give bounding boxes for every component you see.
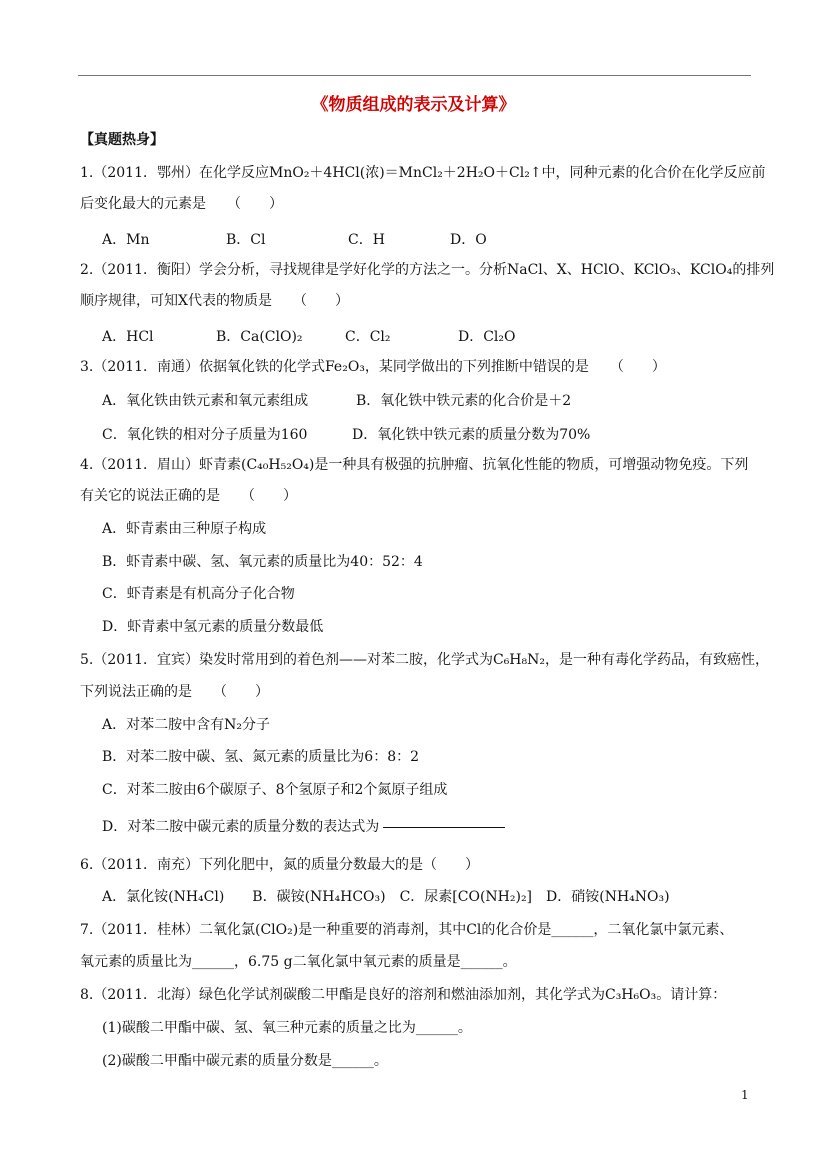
q4-line1: 4.（2011．眉山）虾青素(C₄₀H₅₂O₄)是一种具有极强的抗肿瘤、抗氧化性能的物质，可增强动物免疫。下列 <box>80 457 749 473</box>
q2-option-c: C．Cl₂ <box>345 329 391 345</box>
q5-line1: 5.（2011．宜宾）染发时常用到的着色剂——对苯二胺，化学式为C₆H₈N₂，是一种有毒化学药品，有致癌性， <box>80 652 769 668</box>
q2-option-a: A．HCl <box>102 329 154 345</box>
q1-option-c: C．H <box>348 232 385 248</box>
q4-option-b: B．虾青素中碳、氢、氧元素的质量比为40：52：4 <box>102 554 423 570</box>
q5-option-d-text: D．对苯二胺中碳元素的质量分数的表达式为 <box>102 819 380 835</box>
q6-line1: 6.（2011．南充）下列化肥中，氮的质量分数最大的是（ ） <box>80 857 479 873</box>
q1-line2: 后变化最大的元素是 （ ） <box>80 196 283 212</box>
q3-option-b: B．氧化铁中铁元素的化合价是＋2 <box>356 393 572 409</box>
page-number: 1 <box>741 1088 749 1102</box>
answer-blank-line <box>383 827 505 828</box>
q3-line1: 3.（2011．南通）依据氧化铁的化学式Fe₂O₃，某同学做出的下列推断中错误的是 （ ） <box>80 359 666 375</box>
page-title: 《物质组成的表示及计算》 <box>311 95 516 115</box>
q4-option-c: C．虾青素是有机高分子化合物 <box>102 586 295 602</box>
q2-line1: 2.（2011．衡阳）学会分析，寻找规律是学好化学的方法之一。分析NaCl、X、HClO、KClO₃、KClO₄的排列 <box>80 262 775 278</box>
q2-line2: 顺序规律，可知X代表的物质是 （ ） <box>80 293 349 309</box>
q4-option-d: D．虾青素中氢元素的质量分数最低 <box>102 619 324 635</box>
q4-line2: 有关它的说法正确的是 （ ） <box>80 488 297 504</box>
q6-options: A．氯化铵(NH₄Cl) B．碳铵(NH₄HCO₃) C．尿素[CO(NH₂)₂] D．硝铵(NH₄NO₃) <box>102 889 670 905</box>
q5-option-d <box>102 818 505 836</box>
q8-sub1: (1)碳酸二甲酯中碳、氢、氧三种元素的质量之比为______。 <box>102 1020 472 1036</box>
q7-line1: 7.（2011．桂林）二氧化氯(ClO₂)是一种重要的消毒剂，其中Cl的化合价是______，二氧化氯中氯元素、 <box>80 922 734 938</box>
q3-option-a: A．氧化铁由铁元素和氧元素组成 <box>102 393 309 409</box>
q3-option-d: D．氧化铁中铁元素的质量分数为70% <box>352 427 591 443</box>
q3-option-c: C．氧化铁的相对分子质量为160 <box>102 427 308 443</box>
q1-option-d: D．O <box>450 232 487 248</box>
q2-option-b: B．Ca(ClO)₂ <box>216 329 303 345</box>
q8-sub2: (2)碳酸二甲酯中碳元素的质量分数是______。 <box>102 1053 388 1069</box>
q5-option-c: C．对苯二胺由6个碳原子、8个氢原子和2个氮原子组成 <box>102 782 448 798</box>
q5-option-b: B．对苯二胺中碳、氢、氮元素的质量比为6：8：2 <box>102 749 420 765</box>
q2-option-d: D．Cl₂O <box>458 329 516 345</box>
q1-line1: 1.（2011．鄂州）在化学反应MnO₂＋4HCl(浓)＝MnCl₂＋2H₂O＋Cl₂↑中，同种元素的化合价在化学反应前 <box>80 165 766 181</box>
q8-line1: 8.（2011．北海）绿色化学试剂碳酸二甲酯是良好的溶剂和燃油添加剂，其化学式为C₃H₆O₃。请计算： <box>80 987 727 1003</box>
section-heading: 【真题热身】 <box>80 132 164 148</box>
q4-option-a: A．虾青素由三种原子构成 <box>102 521 267 537</box>
q5-line2: 下列说法正确的是 （ ） <box>80 684 269 700</box>
q1-option-a: A．Mn <box>102 232 150 248</box>
header-rule <box>78 75 751 76</box>
q1-option-b: B．Cl <box>226 232 266 248</box>
q7-line2: 氧元素的质量比为______，6.75 g二氧化氯中氧元素的质量是______。 <box>80 954 517 970</box>
q5-option-a: A．对苯二胺中含有N₂分子 <box>102 717 270 733</box>
